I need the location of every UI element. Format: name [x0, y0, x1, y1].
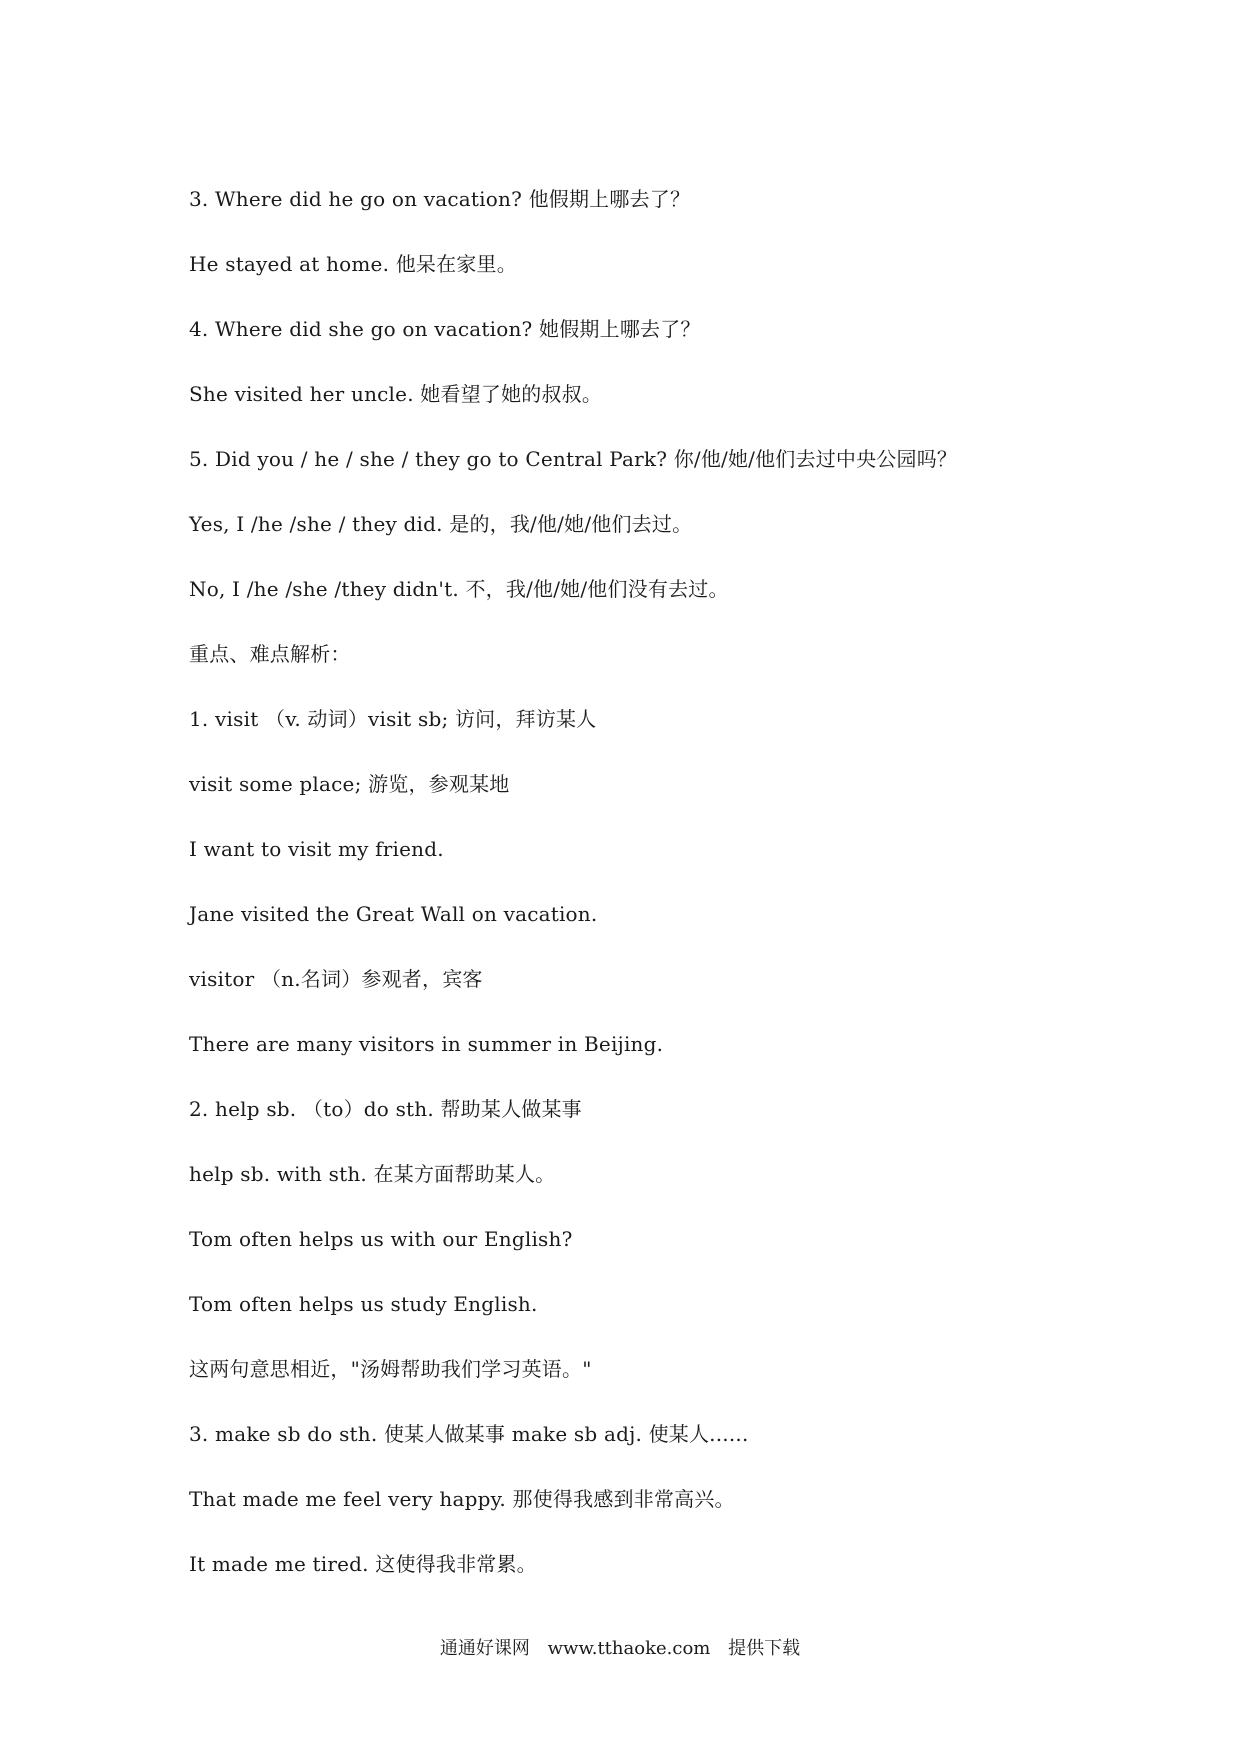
footer-url-link[interactable]: www.tthaoke.com — [547, 1638, 711, 1659]
text-line: He stayed at home. 他呆在家里。 — [189, 252, 517, 276]
section-heading: 重点、难点解析： — [189, 642, 351, 666]
text-line: It made me tired. 这使得我非常累。 — [189, 1552, 537, 1576]
text-line: 3. Where did he go on vacation? 他假期上哪去了？ — [189, 187, 691, 211]
text-line: I want to visit my friend. — [189, 837, 444, 861]
text-line: visitor （n.名词）参观者，宾客 — [189, 967, 483, 991]
text-line: Tom often helps us study English. — [189, 1292, 538, 1316]
text-line: 3. make sb do sth. 使某人做某事 make sb adj. 使某人...... — [189, 1422, 749, 1446]
text-line: No, I /he /she /they didn't. 不，我/他/她/他们没有去过。 — [189, 577, 729, 601]
page-footer — [0, 1637, 1240, 1661]
text-line: help sb. with sth. 在某方面帮助某人。 — [189, 1162, 556, 1186]
text-line: There are many visitors in summer in Beijing. — [189, 1032, 664, 1056]
footer-note: 提供下载 — [728, 1638, 801, 1659]
text-line: 2. help sb. （to）do sth. 帮助某人做某事 — [189, 1097, 582, 1121]
footer-site-name: 通通好课网 — [439, 1638, 530, 1659]
text-line: Jane visited the Great Wall on vacation. — [189, 902, 598, 926]
text-line: 4. Where did she go on vacation? 她假期上哪去了？ — [189, 317, 701, 341]
text-line: That made me feel very happy. 那使得我感到非常高兴。 — [189, 1487, 735, 1511]
text-line: She visited her uncle. 她看望了她的叔叔。 — [189, 382, 603, 406]
text-line: visit some place; 游览，参观某地 — [189, 772, 510, 796]
text-line: 1. visit （v. 动词）visit sb; 访问，拜访某人 — [189, 707, 597, 731]
text-line: 这两句意思相近，"汤姆帮助我们学习英语。" — [189, 1357, 592, 1381]
text-line: Tom often helps us with our English? — [189, 1227, 573, 1251]
text-line: Yes, I /he /she / they did. 是的，我/他/她/他们去过。 — [189, 512, 693, 536]
text-line: 5. Did you / he / she / they go to Central Park? 你/他/她/他们去过中央公园吗？ — [189, 447, 958, 471]
